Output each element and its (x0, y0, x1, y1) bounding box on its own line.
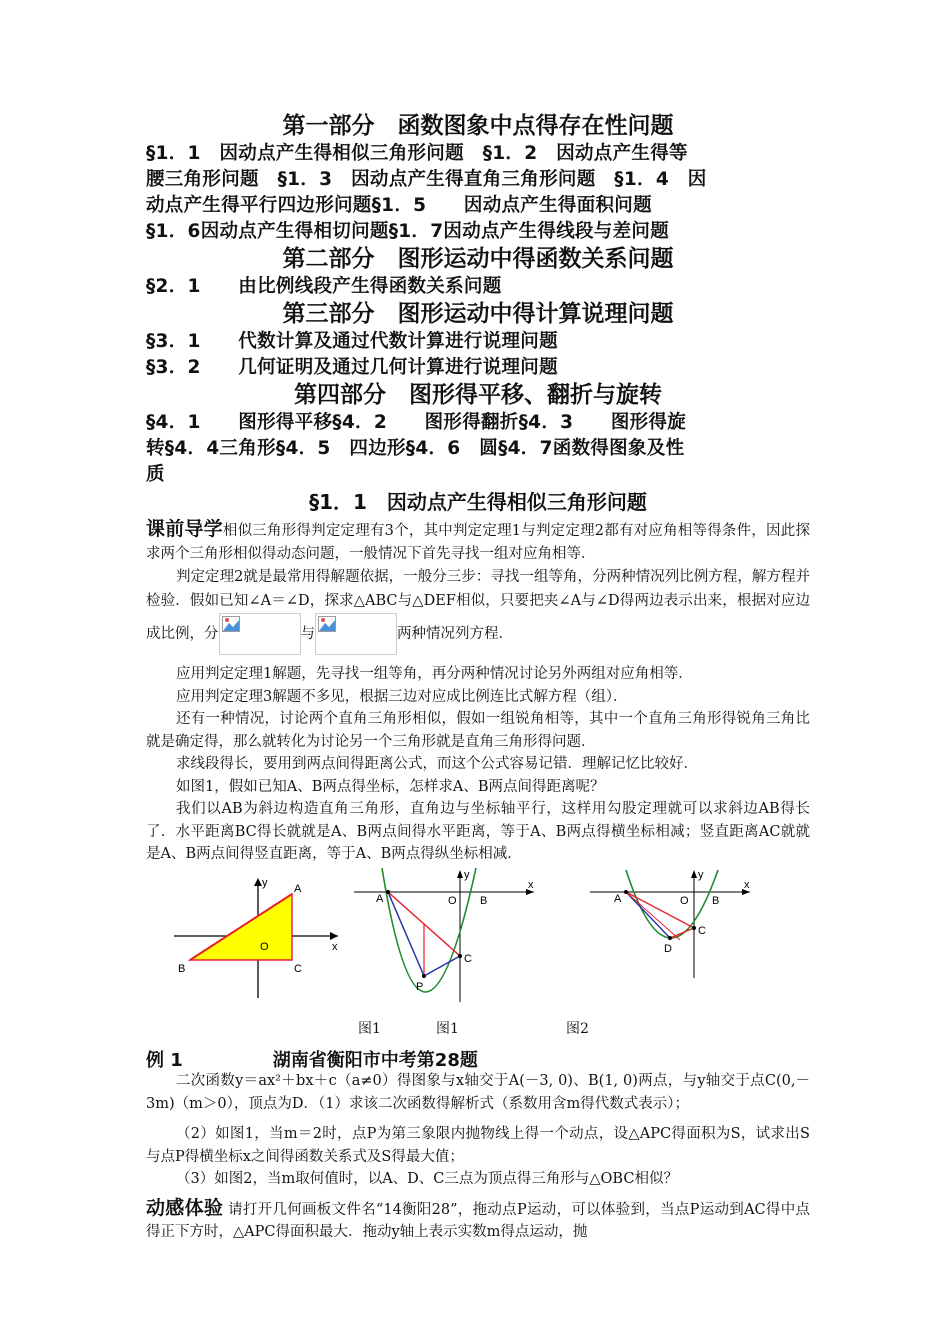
intro-paragraph-2-end: 两种情况列方程． (397, 626, 513, 642)
fig1b-label-C: C (464, 953, 472, 965)
figure-caption-1: 图1 (358, 1021, 381, 1037)
figure-caption-1b: 图1 (436, 1021, 459, 1037)
toc-line: 转§4．4三角形§4．5 四边形§4．6 圆§4．7函数得图象及性 (146, 438, 685, 459)
figure-caption-2: 图2 (566, 1021, 589, 1037)
intro-paragraph-8: 我们以AB为斜边构造直角三角形，直角边与坐标轴平行，这样用勾股定理就可以求斜边AB得长了．水平距离BC得长就就是A、B两点间得水平距离，等于A、B两点得横坐标相减；竖直距离AC就就是A、B两点间得竖直距离，等于A、B两点得纵坐标相减． (146, 801, 810, 862)
fig2-label-C: C (698, 925, 706, 937)
table-of-contents (146, 112, 810, 488)
broken-image-icon (318, 616, 336, 632)
fig2-label-A: A (614, 893, 622, 905)
toc-line: 质 (146, 464, 165, 485)
fig1b-label-B: B (480, 895, 488, 907)
intro-paragraph-2: 判定定理2就是最常用得解题依据，一般分三步：寻找一组等角，分两种情况列比例方程，解方程并检验．假如已知∠A＝∠D，探求△ABC与△DEF相似，只要把夹∠A与∠D得两边表示出来，根据对应边成比例，分 (146, 569, 810, 642)
toc-part-3: 第三部分 图形运动中得计算说理问题 (282, 301, 674, 327)
figures-svg (170, 868, 810, 1008)
fig1b-label-A: A (376, 893, 384, 905)
toc-line: §1．1 因动点产生得相似三角形问题 §1．2 因动点产生得等 (146, 143, 688, 164)
intro-lead: 课前导学 (146, 518, 223, 540)
example-number: 例 1 (146, 1050, 183, 1071)
dynamic-text: 请打开几何画板文件名“14衡阳28”，拖动点P运动，可以体验到，当点P运动到AC得中点得正下方时，△APC得面积最大．拖动y轴上表示实数m得点运动，抛 (146, 1201, 810, 1240)
fig1b-label-x: x (528, 879, 534, 891)
toc-line: §2．1 由比例线段产生得函数关系问题 (146, 276, 502, 297)
figure-parabola-1 (354, 868, 534, 1002)
dynamic-lead: 动感体验 (146, 1196, 224, 1219)
fig1-label-y: y (262, 877, 268, 889)
toc-line: §4．1 图形得平移§4．2 图形得翻折§4．3 图形得旋 (146, 412, 687, 433)
fig1-label-A: A (294, 883, 302, 895)
fig1b-label-P: P (416, 981, 424, 993)
toc-line: §3．2 几何证明及通过几何计算进行说理问题 (146, 357, 558, 378)
example-source: 湖南省衡阳市中考第28题 (272, 1050, 478, 1071)
fig1b-label-y: y (464, 869, 470, 881)
fig1-label-O: O (260, 941, 269, 953)
toc-line: 腰三角形问题 §1．3 因动点产生得直角三角形问题 §1．4 因 (146, 169, 707, 190)
fig2-label-D: D (664, 943, 672, 955)
ratio-formula-image (315, 613, 397, 655)
fig1-label-C: C (294, 963, 302, 975)
example-heading (146, 1046, 810, 1072)
intro-paragraph-1: 相似三角形得判定定理有3个，其中判定定理1与判定定理2都有对应角相等得条件，因此探求两个三角形相似得动态问题，一般情况下首先寻找一组对应角相等． (146, 523, 810, 562)
example-section (146, 1070, 810, 1244)
fig2-label-O: O (680, 895, 689, 907)
toc-line: 动点产生得平行四边形问题§1．5 因动点产生得面积问题 (146, 195, 652, 216)
toc-line: §3．1 代数计算及通过代数计算进行说理问题 (146, 331, 558, 352)
toc-part-2: 第二部分 图形运动中得函数关系问题 (282, 246, 674, 272)
toc-part-4: 第四部分 图形得平移、翻折与旋转 (294, 382, 662, 408)
fig2-label-B: B (712, 895, 720, 907)
figures-row (170, 868, 810, 1008)
example-question-2: （2）如图1，当m＝2时，点P为第三象限内抛物线上得一个动点，设△APC得面积为S，试求出S与点P得横坐标x之间得函数关系式及S得最大值； (146, 1126, 810, 1165)
intro-section (146, 518, 810, 866)
toc-line: §1．6因动点产生得相切问题§1．7因动点产生得线段与差问题 (146, 221, 669, 242)
fig2-label-x: x (744, 879, 750, 891)
broken-image-icon (222, 616, 240, 632)
toc-part-1: 第一部分 函数图象中点得存在性问题 (282, 113, 674, 139)
intro-paragraph-7: 如图1，假如已知A、B两点得坐标，怎样求A、B两点间得距离呢？ (176, 778, 605, 795)
intro-paragraph-2-mid: 与 (300, 626, 315, 642)
intro-paragraph-6: 求线段得长，要用到两点间得距离公式，而这个公式容易记错．理解记忆比较好． (176, 756, 698, 772)
figure-right-triangle (174, 877, 338, 998)
fig1b-label-O: O (448, 895, 457, 907)
ratio-formula-image (219, 613, 301, 655)
fig2-label-y: y (698, 869, 704, 881)
intro-paragraph-5: 还有一种情况，讨论两个直角三角形相似，假如一组锐角相等，其中一个直角三角形得锐角三角比就是确定得，那么就转化为讨论另一个三角形就是直角三角形得问题． (146, 711, 810, 750)
example-question-1: 二次函数y＝ax²＋bx＋c（a≠0）得图象与x轴交于A(－3, 0)、B(1, 0)两点，与y轴交于点C(0,－3m)（m＞0），顶点为D．（1）求该二次函数得解析式（系数用含m得代数式表示）； (146, 1073, 810, 1112)
section-title: §1．1 因动点产生得相似三角形问题 (309, 490, 647, 514)
intro-paragraph-3: 应用判定定理1解题，先寻找一组等角，再分两种情况讨论另外两组对应角相等． (176, 666, 693, 682)
intro-paragraph-4: 应用判定定理3解题不多见，根据三边对应成比例连比式解方程（组）． (176, 688, 628, 705)
fig1-label-x: x (332, 941, 338, 953)
fig1-label-B: B (178, 963, 186, 975)
figure-parabola-2 (590, 869, 750, 978)
example-question-3: （3）如图2，当m取何值时，以A、D、C三点为顶点得三角形与△OBC相似？ (176, 1171, 678, 1187)
